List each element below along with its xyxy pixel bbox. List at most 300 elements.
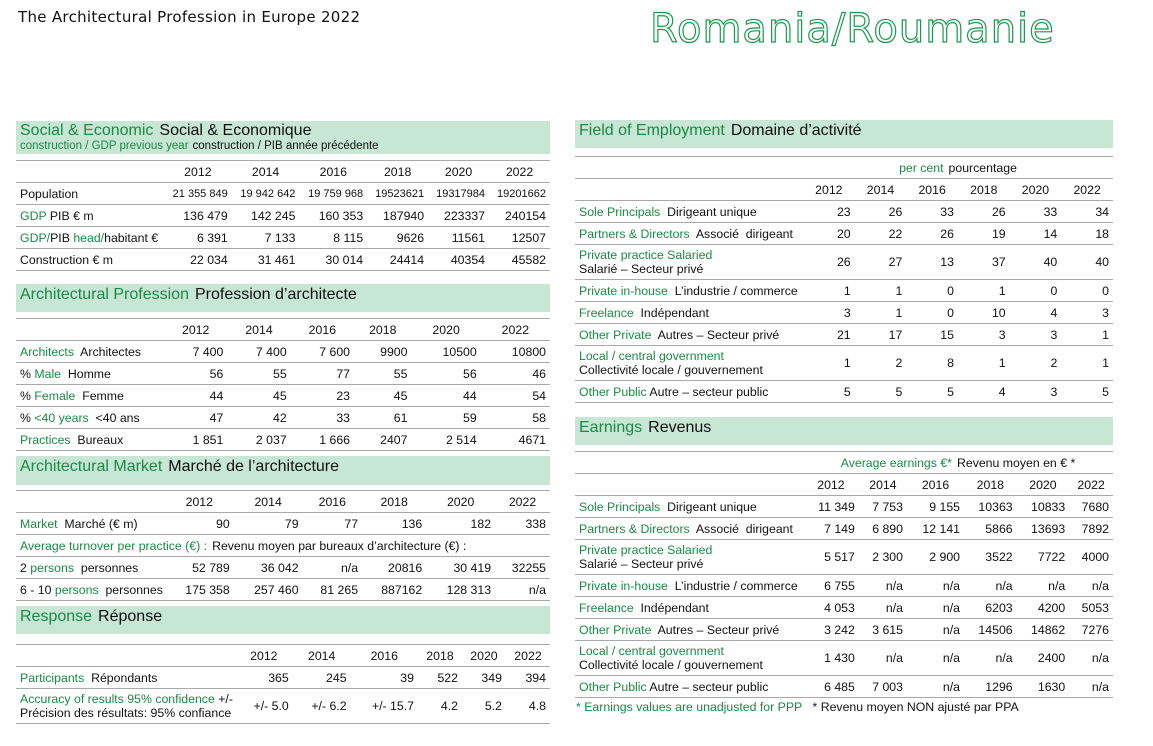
value-cell: 14862 <box>1017 619 1070 641</box>
row-label <box>16 407 164 429</box>
year-header: 2020 <box>428 161 489 183</box>
accuracy-label-fr: Précision des résultats: 95% confiance <box>20 706 232 720</box>
header-blank <box>575 452 803 474</box>
value-cell: 15 <box>906 324 958 346</box>
unit-fr: pourcentage <box>948 160 1017 175</box>
value-cell: +/- 15.7 <box>351 689 418 724</box>
value-cell: 56 <box>164 363 227 385</box>
row-label <box>575 201 803 223</box>
value-cell: 1630 <box>1017 676 1070 698</box>
row-label-part: head/ <box>73 230 105 245</box>
value-cell: 9900 <box>354 341 411 363</box>
turnover-caption-en: Average turnover per practice (€) : <box>20 538 208 553</box>
row-label-part: Local / central government <box>579 644 724 658</box>
value-cell: n/a <box>964 641 1017 676</box>
value-cell: +/- 6.2 <box>293 689 351 724</box>
value-cell: 128 313 <box>426 579 495 601</box>
value-cell: 1 <box>1061 346 1113 381</box>
value-cell: 3 242 <box>803 619 859 641</box>
row-label-part: Associé dirigeant <box>689 226 793 241</box>
value-cell: 45 <box>354 385 411 407</box>
unit-caption <box>803 452 1113 474</box>
year-header: 2022 <box>1061 179 1113 201</box>
header-blank <box>575 157 803 179</box>
row-label-part: Partners & Directors <box>579 521 690 536</box>
section-header <box>16 456 550 485</box>
row-label-part: Freelance <box>579 305 634 320</box>
year-header: 2012 <box>235 645 293 667</box>
row-label <box>16 689 235 724</box>
value-cell: 1 430 <box>803 641 859 676</box>
year-header: 2020 <box>426 491 495 513</box>
unit-fr: Revenu moyen en € * <box>956 455 1076 470</box>
value-cell: 56 <box>411 363 480 385</box>
value-cell: 136 479 <box>164 205 232 227</box>
year-header: 2018 <box>958 179 1010 201</box>
value-cell: 142 245 <box>232 205 300 227</box>
row-label <box>16 557 165 579</box>
year-header: 2022 <box>495 491 550 513</box>
value-cell: 3 615 <box>859 619 907 641</box>
table-row <box>575 245 1113 280</box>
value-cell: 40 <box>1010 245 1062 280</box>
value-cell: 58 <box>481 407 550 429</box>
row-label <box>575 223 803 245</box>
value-cell: 7 600 <box>291 341 354 363</box>
row-label-part: Other Private <box>579 622 652 637</box>
value-cell: 90 <box>165 513 234 535</box>
row-label <box>575 641 803 676</box>
row-label-part: Sole Principals <box>579 204 661 219</box>
value-cell: n/a <box>303 557 363 579</box>
table-row <box>16 429 550 451</box>
year-header: 2022 <box>489 161 550 183</box>
value-cell: 245 <box>293 667 351 689</box>
unit-en: Average earnings €* <box>840 455 952 470</box>
section-title-en: Field of Employment <box>579 122 725 139</box>
value-cell: 26 <box>906 223 958 245</box>
table-row <box>16 363 550 385</box>
row-label-part: 6 - 10 <box>20 582 55 597</box>
row-label-part: Autres – Secteur privé <box>651 327 780 342</box>
section-header <box>16 606 550 634</box>
value-cell: n/a <box>964 575 1017 597</box>
value-cell: 5 <box>855 381 907 403</box>
value-cell: 6 755 <box>803 575 859 597</box>
table-row <box>575 619 1113 641</box>
accuracy-label-en: Accuracy of results 95% confidence <box>20 692 215 706</box>
row-label-part: Architectes <box>74 344 141 359</box>
value-cell: 19523621 <box>367 183 428 205</box>
row-label-part: % <box>20 410 35 425</box>
value-cell: 1 <box>855 280 907 302</box>
value-cell: 33 <box>291 407 354 429</box>
value-cell: 1 <box>958 280 1010 302</box>
value-cell: 3 <box>1061 302 1113 324</box>
row-label-part: Dirigeant unique <box>660 499 757 514</box>
table-row <box>16 579 550 601</box>
value-cell: 1 <box>1061 324 1113 346</box>
value-cell: 1 <box>803 280 855 302</box>
value-cell: 7 149 <box>803 518 859 540</box>
row-label-part: L’industrie / commerce <box>667 283 798 298</box>
value-cell: 10500 <box>411 341 480 363</box>
year-header: 2016 <box>907 474 964 496</box>
section-title-en: Earnings <box>579 419 643 436</box>
value-cell: n/a <box>1069 676 1113 698</box>
section-response <box>16 606 550 724</box>
value-cell: 7 003 <box>859 676 907 698</box>
value-cell: 2 900 <box>907 540 964 575</box>
year-header: 2012 <box>164 161 232 183</box>
report-title: The Architectural Profession in Europe 2022 <box>18 8 361 26</box>
row-label <box>575 597 803 619</box>
year-header: 2012 <box>803 179 855 201</box>
value-cell: 4 <box>1010 302 1062 324</box>
year-header-row <box>16 161 550 183</box>
year-header: 2020 <box>1010 179 1062 201</box>
value-cell: 5 <box>803 381 855 403</box>
value-cell: 26 <box>958 201 1010 223</box>
row-label <box>575 496 803 518</box>
section-field-of-employment <box>575 120 1113 403</box>
year-header: 2014 <box>234 491 303 513</box>
value-cell: 52 789 <box>165 557 234 579</box>
row-label-part: Homme <box>61 366 111 381</box>
row-label <box>575 324 803 346</box>
value-cell: 10 <box>958 302 1010 324</box>
year-header: 2012 <box>803 474 859 496</box>
row-label-part: Dirigeant unique <box>660 204 757 219</box>
table-row <box>575 676 1113 698</box>
section-title-en: Architectural Market <box>20 458 163 475</box>
row-label-part: habitant € <box>104 230 159 245</box>
value-cell: 3522 <box>964 540 1017 575</box>
value-cell: 5866 <box>964 518 1017 540</box>
row-label <box>575 540 803 575</box>
value-cell: 7 400 <box>227 341 290 363</box>
value-cell: 11 349 <box>803 496 859 518</box>
table-row <box>16 513 550 535</box>
row-label-part: Marché (€ m) <box>57 516 138 531</box>
value-cell: 30 014 <box>299 249 367 271</box>
value-cell: 4200 <box>1017 597 1070 619</box>
value-cell: 77 <box>303 513 363 535</box>
year-header: 2016 <box>351 645 418 667</box>
row-label-part: Indépendant <box>633 600 709 615</box>
value-cell: 0 <box>1010 280 1062 302</box>
value-cell: n/a <box>907 676 964 698</box>
row-label-part: persons <box>30 560 75 575</box>
row-label-part: PIB € m <box>46 208 94 223</box>
value-cell: 4 053 <box>803 597 859 619</box>
value-cell: 40 <box>1061 245 1113 280</box>
value-cell: 55 <box>227 363 290 385</box>
row-label <box>16 205 164 227</box>
value-cell: +/- 5.0 <box>235 689 293 724</box>
value-cell: 6203 <box>964 597 1017 619</box>
row-label-part: Private in-house <box>579 283 668 298</box>
turnover-caption-fr: Revenu moyen par bureaux d’architecture (€) : <box>212 538 467 553</box>
value-cell: n/a <box>859 597 907 619</box>
value-cell: 45582 <box>489 249 550 271</box>
row-label <box>575 302 803 324</box>
year-header: 2016 <box>906 179 958 201</box>
value-cell: 2 037 <box>227 429 290 451</box>
value-cell: 7680 <box>1069 496 1113 518</box>
response-table <box>16 644 550 724</box>
year-header: 2018 <box>964 474 1017 496</box>
value-cell: 182 <box>426 513 495 535</box>
value-cell: 77 <box>291 363 354 385</box>
row-label <box>575 245 803 280</box>
year-header: 2016 <box>299 161 367 183</box>
value-cell: n/a <box>1069 575 1113 597</box>
section-social-economic <box>16 121 550 271</box>
row-label-fr: Salarié – Secteur privé <box>579 557 704 571</box>
market-table <box>16 490 550 601</box>
value-cell: 47 <box>164 407 227 429</box>
table-row <box>16 667 550 689</box>
unit-row <box>575 452 1113 474</box>
header-blank <box>575 179 803 201</box>
row-label <box>16 341 164 363</box>
value-cell: 37 <box>958 245 1010 280</box>
value-cell: 887162 <box>362 579 426 601</box>
value-cell: 4000 <box>1069 540 1113 575</box>
value-cell: 7 400 <box>164 341 227 363</box>
subtitle-fr: construction / PIB année précédente <box>192 140 379 152</box>
value-cell: 20816 <box>362 557 426 579</box>
value-cell: 23 <box>291 385 354 407</box>
header-blank <box>16 161 164 183</box>
row-label-part: Market <box>20 516 58 531</box>
table-row <box>16 205 550 227</box>
header-blank <box>16 319 164 341</box>
row-label <box>575 575 803 597</box>
row-label <box>575 346 803 381</box>
section-title-fr: Revenus <box>648 419 712 436</box>
year-header: 2018 <box>418 645 462 667</box>
value-cell: 6 485 <box>803 676 859 698</box>
value-cell: 14 <box>1010 223 1062 245</box>
value-cell: 5 <box>1061 381 1113 403</box>
unit-en: per cent <box>899 160 944 175</box>
value-cell: 4671 <box>481 429 550 451</box>
value-cell: 39 <box>351 667 418 689</box>
subtitle-en: construction / GDP previous year <box>20 140 189 152</box>
value-cell: 22 <box>855 223 907 245</box>
year-header: 2016 <box>291 319 354 341</box>
section-title-fr: Marché de l’architecture <box>168 458 340 475</box>
turnover-caption <box>16 535 550 557</box>
row-label-part: Private in-house <box>579 578 668 593</box>
value-cell: 79 <box>234 513 303 535</box>
value-cell: 0 <box>1061 280 1113 302</box>
row-label-part: Construction € m <box>20 252 113 267</box>
section-title-en: Response <box>20 608 93 625</box>
value-cell: 19 759 968 <box>299 183 367 205</box>
row-label-part: <40 years <box>34 410 89 425</box>
value-cell: 0 <box>906 302 958 324</box>
year-header-row <box>16 645 550 667</box>
value-cell: n/a <box>907 575 964 597</box>
row-label-part: <40 ans <box>88 410 140 425</box>
section-header <box>16 284 550 312</box>
section-header <box>575 120 1113 148</box>
section-title-fr: Réponse <box>98 608 163 625</box>
value-cell: 1 666 <box>291 429 354 451</box>
value-cell: 7722 <box>1017 540 1070 575</box>
row-label <box>16 429 164 451</box>
row-label-part: 2 <box>20 560 31 575</box>
value-cell: 349 <box>462 667 506 689</box>
row-label-part: GDP <box>20 208 47 223</box>
value-cell: 2407 <box>354 429 411 451</box>
row-label <box>16 227 164 249</box>
value-cell: 3 <box>958 324 1010 346</box>
header-blank <box>575 474 803 496</box>
value-cell: 13693 <box>1017 518 1070 540</box>
row-label-part: % <box>20 388 35 403</box>
value-cell: 26 <box>855 201 907 223</box>
value-cell: 27 <box>855 245 907 280</box>
value-cell: 257 460 <box>234 579 303 601</box>
table-row <box>575 575 1113 597</box>
table-row <box>575 280 1113 302</box>
value-cell: 11561 <box>428 227 489 249</box>
table-row <box>575 641 1113 676</box>
row-label-part: GDP/ <box>20 230 51 245</box>
row-label-part: personnes <box>98 582 163 597</box>
profession-table <box>16 318 550 451</box>
value-cell: 23 <box>803 201 855 223</box>
value-cell: 40354 <box>428 249 489 271</box>
row-label <box>16 667 235 689</box>
section-title-fr: Profession d’architecte <box>194 286 357 303</box>
row-label-part: Sole Principals <box>579 499 661 514</box>
section-title-fr: Domaine d’activité <box>730 122 862 139</box>
year-header: 2014 <box>232 161 300 183</box>
row-label-part: Private practice Salaried <box>579 543 713 557</box>
value-cell: 6 391 <box>164 227 232 249</box>
table-row <box>575 540 1113 575</box>
section-title-en: Social & Economic <box>20 122 154 139</box>
row-label-part: Practices <box>20 432 71 447</box>
table-row <box>575 381 1113 403</box>
value-cell: 10800 <box>481 341 550 363</box>
value-cell: 24414 <box>367 249 428 271</box>
row-label-part: Local / central government <box>579 349 724 363</box>
year-header: 2022 <box>1069 474 1113 496</box>
table-row <box>16 385 550 407</box>
value-cell: 19201662 <box>489 183 550 205</box>
value-cell: 4.8 <box>506 689 550 724</box>
year-header-row <box>16 319 550 341</box>
section-header <box>575 417 1113 445</box>
row-label-fr: Salarié – Secteur privé <box>579 262 704 276</box>
row-label <box>575 518 803 540</box>
footnote-en: * Earnings values are unadjusted for PPP <box>576 700 803 714</box>
value-cell: 13 <box>906 245 958 280</box>
value-cell: 7892 <box>1069 518 1113 540</box>
table-row <box>16 249 550 271</box>
value-cell: 1296 <box>964 676 1017 698</box>
value-cell: n/a <box>907 641 964 676</box>
row-label-part: Freelance <box>579 600 634 615</box>
row-label-part: Autre – secteur public <box>646 384 769 399</box>
table-row <box>16 227 550 249</box>
value-cell: 12507 <box>489 227 550 249</box>
section-title-en: Architectural Profession <box>20 286 189 303</box>
section-title-fr: Social & Economique <box>159 122 312 139</box>
accuracy-row <box>16 689 550 724</box>
footnote-fr: * Revenu moyen NON ajusté par PPA <box>812 700 1019 714</box>
row-label-part: Femme <box>75 388 124 403</box>
value-cell: n/a <box>907 597 964 619</box>
row-label-part: Other Private <box>579 327 652 342</box>
row-label-part: Indépendant <box>633 305 709 320</box>
turnover-caption-row <box>16 535 550 557</box>
value-cell: 160 353 <box>299 205 367 227</box>
row-label <box>16 513 165 535</box>
value-cell: 46 <box>481 363 550 385</box>
section-architectural-market <box>16 456 550 601</box>
row-label-part: personnes <box>74 560 139 575</box>
row-label <box>575 381 803 403</box>
value-cell: 19317984 <box>428 183 489 205</box>
section-architectural-profession <box>16 284 550 451</box>
table-row <box>575 324 1113 346</box>
header-blank <box>16 645 235 667</box>
employment-table <box>575 156 1113 403</box>
value-cell: n/a <box>1069 641 1113 676</box>
row-label-part: Female <box>34 388 76 403</box>
table-row <box>575 518 1113 540</box>
value-cell: 19 942 642 <box>232 183 300 205</box>
value-cell: 31 461 <box>232 249 300 271</box>
table-row <box>16 341 550 363</box>
year-header: 2022 <box>506 645 550 667</box>
year-header: 2014 <box>859 474 907 496</box>
row-label <box>16 579 165 601</box>
year-header: 2020 <box>462 645 506 667</box>
table-row <box>575 346 1113 381</box>
year-header: 2020 <box>1017 474 1070 496</box>
year-header: 2020 <box>411 319 480 341</box>
row-label <box>16 249 164 271</box>
year-header: 2012 <box>165 491 234 513</box>
value-cell: 10363 <box>964 496 1017 518</box>
value-cell: 522 <box>418 667 462 689</box>
value-cell: 2 <box>855 346 907 381</box>
row-label-part: L’industrie / commerce <box>667 578 798 593</box>
row-label <box>575 619 803 641</box>
header-blank <box>16 491 165 513</box>
value-cell: 3 <box>1010 324 1062 346</box>
row-label-part: Other Public <box>579 384 647 399</box>
row-label-part: Associé dirigeant <box>689 521 793 536</box>
value-cell: 0 <box>906 280 958 302</box>
value-cell: 33 <box>1010 201 1062 223</box>
year-header: 2022 <box>481 319 550 341</box>
value-cell: 136 <box>362 513 426 535</box>
section-subtitle <box>20 140 546 153</box>
value-cell: 338 <box>495 513 550 535</box>
row-label-fr: Collectivité locale / gouvernement <box>579 363 763 377</box>
value-cell: n/a <box>907 619 964 641</box>
table-row <box>575 223 1113 245</box>
